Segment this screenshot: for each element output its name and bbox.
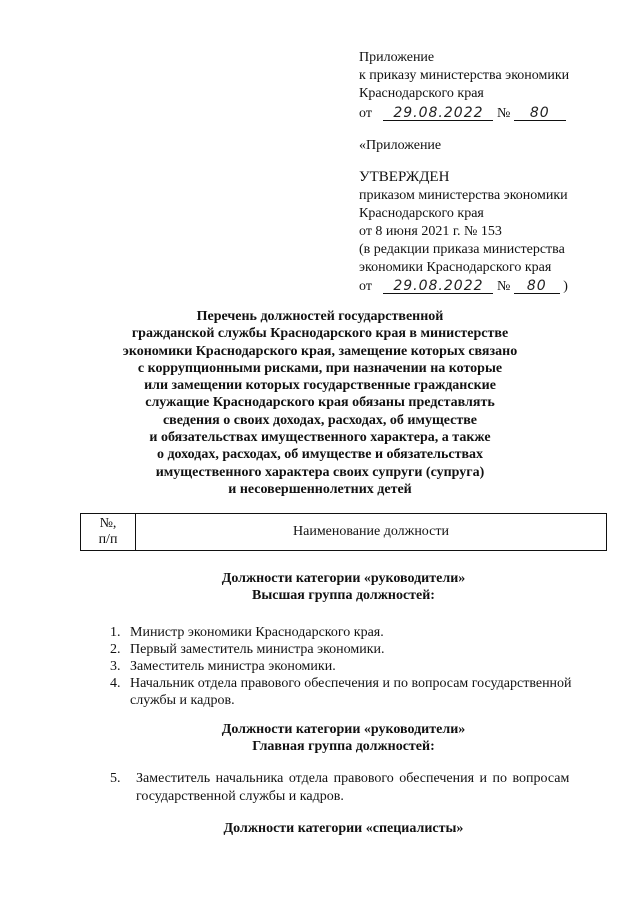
item-number: 2.: [110, 642, 121, 657]
section2-heading: [80, 721, 607, 755]
appendix2-line6: экономики Краснодарского края: [359, 260, 552, 275]
appendix2-approved: УТВЕРЖДЕН: [359, 169, 450, 185]
appendix1-line3: Краснодарского края: [359, 86, 484, 101]
item-text: Заместитель начальника отдела правового обеспечения и по вопросам: [136, 771, 570, 786]
appendix2-date-line: [359, 278, 568, 295]
list-item-continuation: службы и кадров.: [130, 693, 235, 708]
appendix1-date: 29.08.2022: [383, 105, 493, 121]
title-line: с коррупционными рисками, при назначении на которые: [137, 360, 503, 376]
item-number: 1.: [110, 625, 121, 640]
list-item-continuation: государственной службы и кадров.: [136, 789, 344, 804]
section2-line2: Главная группа должностей:: [252, 739, 435, 754]
title-line: гражданской службы Краснодарского края в министерстве: [131, 326, 509, 342]
item-number: 4.: [110, 676, 121, 691]
appendix2-close: ): [563, 279, 568, 294]
section3-heading: [80, 820, 607, 837]
document-title: [100, 308, 540, 498]
title-line: Перечень должностей государственной: [196, 309, 444, 324]
appendix2-line4: от 8 июня 2021 г. № 153: [359, 224, 502, 239]
section1-heading: [80, 570, 607, 604]
appendix2-line1: «Приложение: [359, 138, 442, 153]
item-text: Министр экономики Краснодарского края.: [130, 625, 384, 640]
appendix2-line5: (в редакции приказа министерства: [359, 242, 565, 257]
list-item: [110, 641, 385, 658]
title-line: или замещении которых государственные гражданские: [144, 378, 496, 394]
list-item: [110, 770, 607, 787]
appendix1-num-sign: №: [496, 106, 511, 121]
appendix1-date-line: [359, 105, 566, 122]
title-line: о доходах, расходах, об имуществе и обязательствах: [156, 447, 484, 463]
appendix1-number: 80: [514, 105, 566, 121]
section1-line1: Должности категории «руководители»: [221, 571, 466, 586]
title-line: сведения о своих доходах, расходах, об имуществе: [162, 412, 478, 428]
appendix2-num-sign: №: [496, 279, 511, 294]
appendix1-from: от: [359, 106, 372, 121]
col-number-line2: п/п: [98, 532, 118, 547]
col-number-header: [81, 514, 136, 551]
item-number: 5.: [110, 771, 121, 786]
title-line: и несовершеннолетних детей: [228, 481, 412, 497]
title-line: имущественного характера своих супруги (супруга): [155, 464, 485, 480]
appendix2-number: 80: [514, 278, 560, 294]
list-item: [110, 624, 384, 641]
section1-line2: Высшая группа должностей:: [252, 588, 435, 603]
item-text: Заместитель министра экономики.: [130, 659, 336, 674]
item-text: Первый заместитель министра экономики.: [130, 642, 385, 657]
appendix1-line2: к приказу министерства экономики: [359, 68, 570, 83]
list-item: [110, 675, 572, 692]
col-position-header: Наименование должности: [136, 514, 607, 551]
appendix2-line3: Краснодарского края: [359, 206, 484, 221]
col-number-line1: №,: [99, 516, 117, 531]
positions-table-header: [80, 513, 607, 551]
title-line: служащие Краснодарского края обязаны представлять: [145, 395, 495, 411]
section3-line1: Должности категории «специалисты»: [223, 821, 464, 836]
appendix2-from: от: [359, 279, 372, 294]
appendix2-line2: приказом министерства экономики: [359, 188, 568, 203]
appendix1-line1: Приложение: [359, 50, 435, 65]
title-line: и обязательствах имущественного характера, а также: [149, 430, 491, 446]
item-text: Начальник отдела правового обеспечения и по вопросам государственной: [130, 676, 572, 691]
item-number: 3.: [110, 659, 121, 674]
list-item: [110, 658, 336, 675]
title-line: экономики Краснодарского края, замещение которых связано: [122, 343, 518, 359]
section2-line1: Должности категории «руководители»: [221, 722, 466, 737]
appendix2-date: 29.08.2022: [383, 278, 493, 294]
